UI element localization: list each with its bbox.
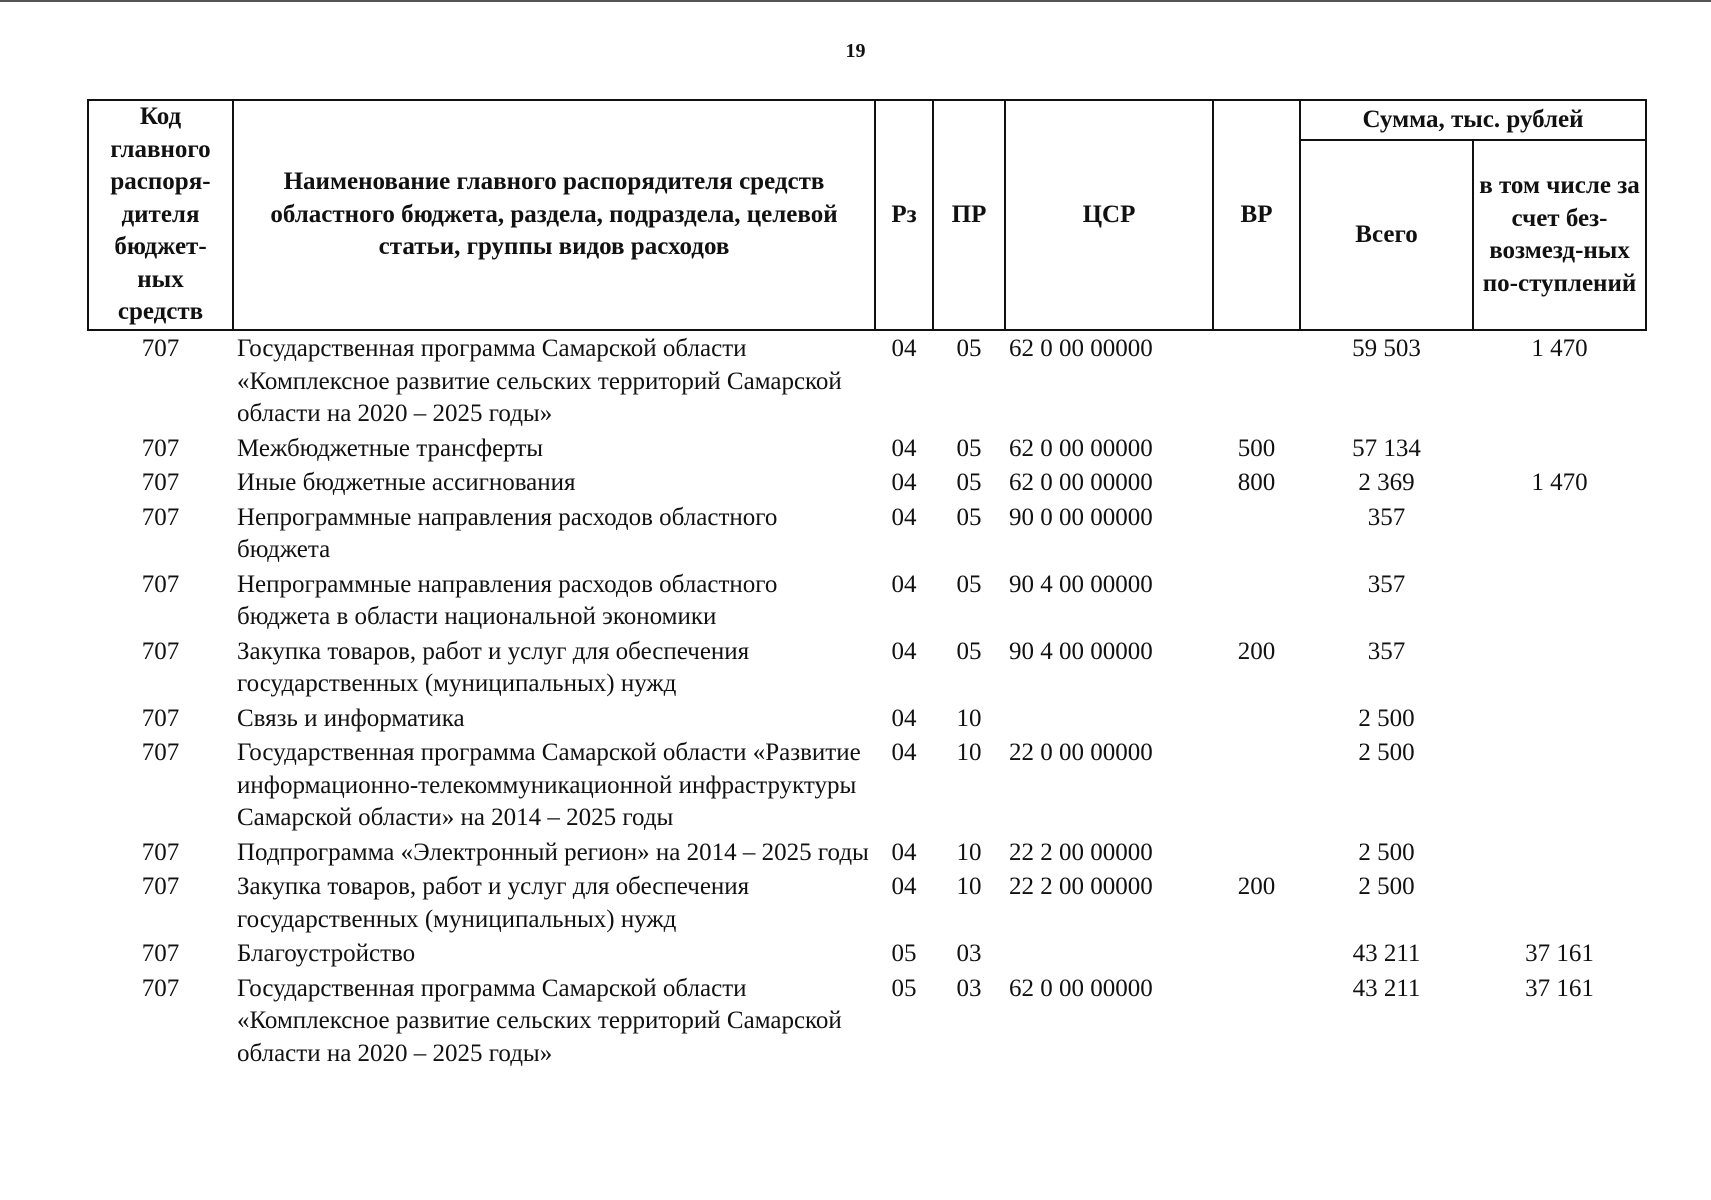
- cell-free: 1 470: [1531, 469, 1588, 496]
- cell-rz: 04: [891, 838, 917, 866]
- table-row: [88, 735, 1646, 835]
- cell-name: Иные бюджетные ассигнования: [237, 469, 576, 496]
- cell-rz: 04: [891, 570, 917, 598]
- cell-csr: 22 2 00 00000: [1009, 838, 1153, 866]
- cell-total: 43 211: [1352, 974, 1421, 1002]
- cell-total: 57 134: [1352, 434, 1421, 462]
- cell-rz: 04: [891, 637, 917, 665]
- cell-rz: 04: [891, 469, 917, 496]
- cell-free: [1473, 869, 1646, 936]
- cell-vr: [1213, 735, 1300, 835]
- cell-total: 357: [1367, 570, 1406, 598]
- table-row: [88, 971, 1646, 1071]
- cell-pr: 10: [956, 739, 982, 766]
- cell-vr: 500: [1237, 434, 1276, 462]
- table-row: [88, 500, 1646, 567]
- cell-free: 37 161: [1525, 940, 1594, 967]
- cell-name: Подпрограмма «Электронный регион» на 2014 – 2025 годы: [237, 838, 869, 866]
- cell-csr: 62 0 00 00000: [1009, 335, 1153, 362]
- table-row: [88, 869, 1646, 936]
- cell-free: [1473, 735, 1646, 835]
- cell-csr: 22 2 00 00000: [1009, 873, 1153, 900]
- header-vr: ВР: [1213, 100, 1300, 330]
- header-code: Код главного распоря-дителя бюджет-ных средств: [88, 100, 233, 330]
- cell-vr: [1213, 936, 1300, 971]
- cell-csr: 62 0 00 00000: [1009, 469, 1153, 496]
- cell-free: [1473, 567, 1646, 634]
- cell-code: 707: [141, 704, 180, 732]
- cell-csr: 90 4 00 00000: [1009, 637, 1153, 665]
- cell-rz: 04: [891, 704, 917, 732]
- cell-code: 707: [141, 469, 180, 496]
- cell-name: Непрограммные направления расходов областного бюджета: [237, 503, 778, 563]
- cell-csr: 90 4 00 00000: [1009, 570, 1153, 598]
- cell-code: 707: [141, 838, 180, 866]
- cell-name: Межбюджетные трансферты: [237, 434, 544, 462]
- cell-total: 43 211: [1352, 940, 1421, 967]
- cell-name: Благоустройство: [237, 940, 416, 967]
- cell-csr: [1005, 701, 1213, 736]
- cell-code: 707: [141, 873, 180, 900]
- cell-pr: 05: [956, 570, 982, 598]
- cell-vr: [1213, 971, 1300, 1071]
- cell-free: [1473, 634, 1646, 701]
- cell-rz: 05: [891, 974, 917, 1002]
- cell-name: Связь и информатика: [237, 704, 465, 732]
- cell-free: [1473, 431, 1646, 466]
- table-row: [88, 431, 1646, 466]
- cell-csr: 90 0 00 00000: [1009, 503, 1153, 531]
- cell-free: 37 161: [1525, 974, 1594, 1002]
- table-row: [88, 330, 1646, 431]
- budget-table: [87, 99, 1647, 1070]
- cell-name: Закупка товаров, работ и услуг для обеспечения государственных (муниципальных) нужд: [237, 873, 750, 933]
- table-row: [88, 567, 1646, 634]
- cell-total: 2 500: [1358, 838, 1415, 866]
- cell-code: 707: [141, 974, 180, 1002]
- table-row: [88, 465, 1646, 500]
- header-free: в том числе за счет без-возмезд-ных по-ступлений: [1473, 140, 1646, 330]
- cell-vr: [1213, 500, 1300, 567]
- cell-rz: 04: [891, 739, 917, 766]
- cell-total: 2 500: [1358, 739, 1415, 766]
- cell-code: 707: [141, 637, 180, 665]
- cell-name: Закупка товаров, работ и услуг для обеспечения государственных (муниципальных) нужд: [237, 637, 750, 697]
- cell-rz: 04: [891, 335, 917, 362]
- cell-code: 707: [141, 570, 180, 598]
- cell-name: Государственная программа Самарской области «Комплексное развитие сельских территорий Самарской области на 2020 – 2025 годы»: [237, 335, 842, 427]
- top-border-line: [0, 0, 1711, 2]
- cell-rz: 04: [891, 434, 917, 462]
- cell-pr: 05: [956, 434, 982, 462]
- cell-csr: 62 0 00 00000: [1009, 434, 1153, 462]
- cell-vr: 200: [1237, 637, 1276, 665]
- cell-total: 2 500: [1358, 704, 1415, 732]
- header-rz: Рз: [875, 100, 933, 330]
- cell-rz: 04: [891, 503, 917, 531]
- header-total: Всего: [1300, 140, 1473, 330]
- cell-vr: [1213, 701, 1300, 736]
- table-header: [88, 100, 1646, 330]
- cell-name: Государственная программа Самарской области «Развитие информационно-телекоммуникационной инфраструктуры Самарской области» на 2014 – 2025 годы: [237, 739, 861, 831]
- cell-total: 2 500: [1358, 873, 1415, 900]
- cell-pr: 03: [956, 940, 982, 967]
- cell-free: [1473, 500, 1646, 567]
- table-row: [88, 835, 1646, 870]
- cell-name: Государственная программа Самарской области «Комплексное развитие сельских территорий Самарской области на 2020 – 2025 годы»: [237, 974, 842, 1067]
- cell-pr: 03: [956, 974, 982, 1002]
- table-row: [88, 701, 1646, 736]
- cell-code: 707: [141, 434, 180, 462]
- cell-free: [1473, 835, 1646, 870]
- cell-total: 357: [1367, 503, 1406, 531]
- cell-code: 707: [141, 739, 180, 766]
- cell-rz: 05: [891, 940, 917, 967]
- cell-csr: [1005, 936, 1213, 971]
- cell-vr: [1213, 567, 1300, 634]
- cell-pr: 05: [956, 469, 982, 496]
- cell-rz: 04: [891, 873, 917, 900]
- cell-total: 59 503: [1352, 335, 1421, 362]
- cell-pr: 05: [956, 335, 982, 362]
- cell-code: 707: [141, 503, 180, 531]
- header-name: Наименование главного распорядителя средств областного бюджета, раздела, подраздела, целевой статьи, группы видов расходов: [233, 100, 875, 330]
- header-csr: ЦСР: [1005, 100, 1213, 330]
- header-sum: Сумма, тыс. рублей: [1300, 100, 1646, 140]
- cell-pr: 10: [956, 838, 982, 866]
- table-row: [88, 634, 1646, 701]
- header-pr: ПР: [933, 100, 1005, 330]
- cell-vr: [1213, 330, 1300, 431]
- cell-pr: 05: [956, 503, 982, 531]
- cell-pr: 05: [956, 637, 982, 665]
- cell-vr: 800: [1237, 469, 1276, 496]
- cell-free: 1 470: [1531, 335, 1588, 362]
- cell-total: 357: [1367, 637, 1406, 665]
- cell-code: 707: [141, 940, 180, 967]
- cell-vr: [1213, 835, 1300, 870]
- cell-vr: 200: [1237, 873, 1276, 900]
- cell-free: [1473, 701, 1646, 736]
- cell-code: 707: [141, 335, 180, 362]
- cell-pr: 10: [956, 704, 982, 732]
- cell-csr: 22 0 00 00000: [1009, 739, 1153, 766]
- table-row: [88, 936, 1646, 971]
- page-number: 19: [845, 40, 866, 62]
- cell-name: Непрограммные направления расходов областного бюджета в области национальной экономики: [237, 570, 778, 630]
- cell-pr: 10: [956, 873, 982, 900]
- cell-csr: 62 0 00 00000: [1009, 974, 1153, 1002]
- table-body: [88, 330, 1646, 1070]
- cell-total: 2 369: [1358, 469, 1415, 496]
